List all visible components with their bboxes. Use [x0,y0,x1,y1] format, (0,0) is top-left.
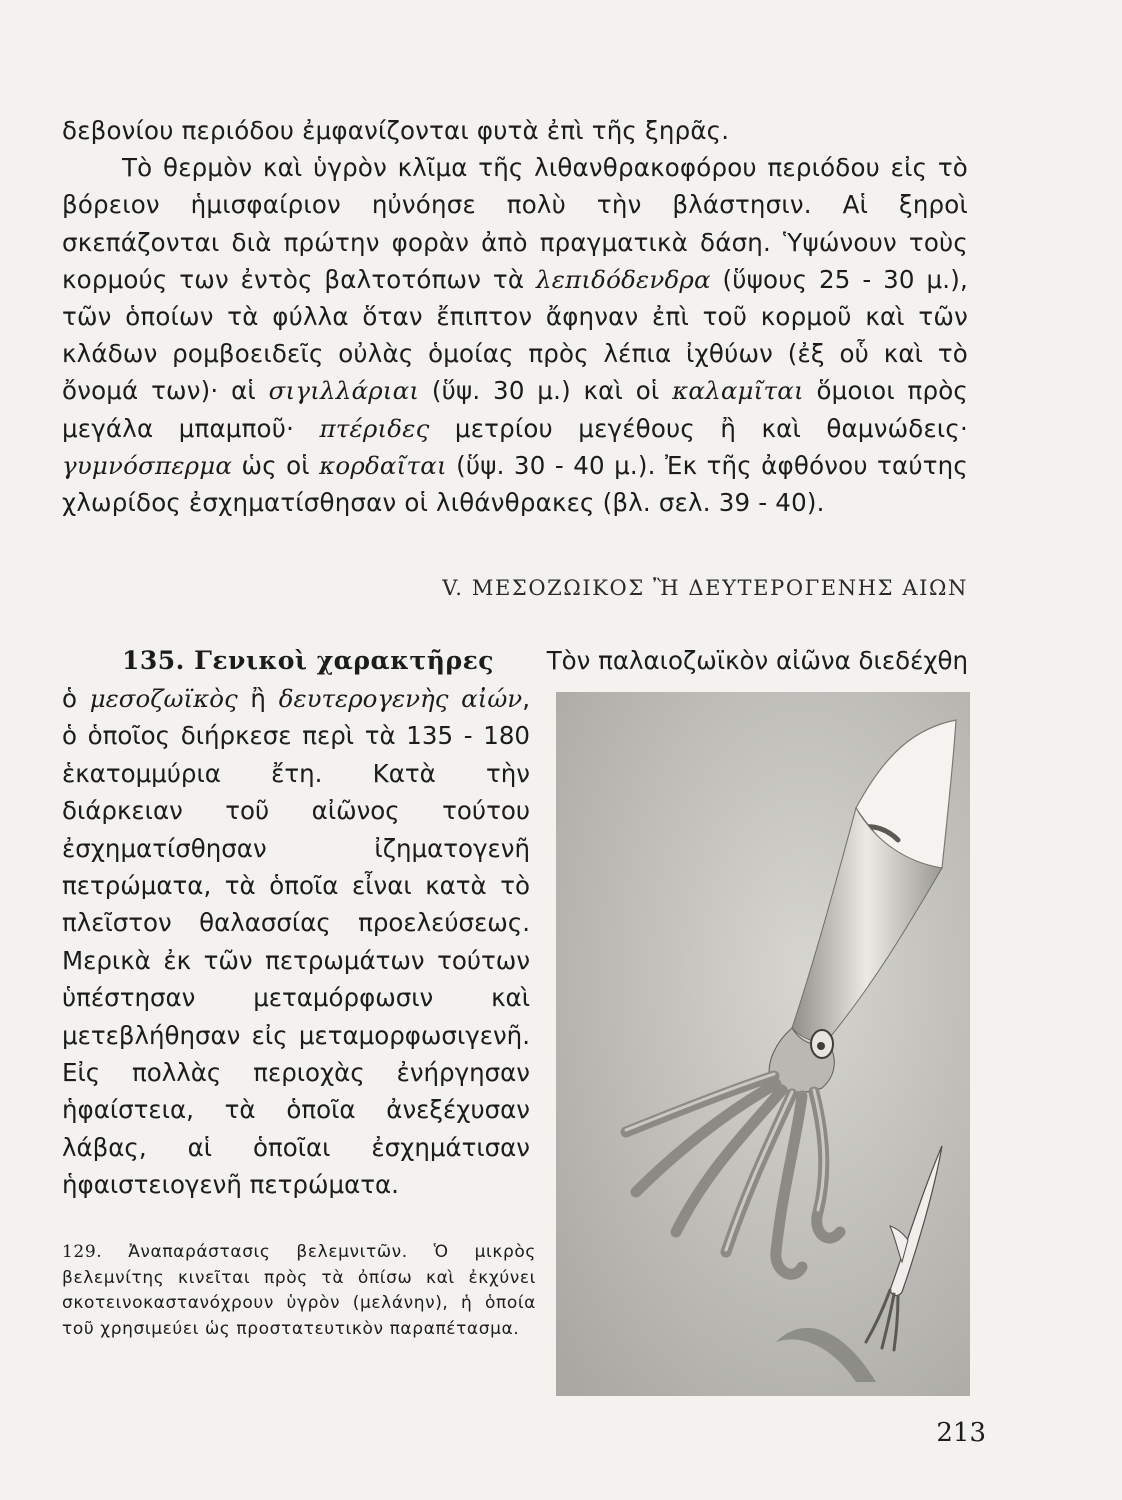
figure-number: 129. [62,1242,103,1262]
squid-pupil [817,1042,825,1050]
text-run: (ὕψους 25 - 30 μ.), τῶν ὁποίων τὰ φύλλα ὅταν ἔπιπτον ἄφηναν ἐπὶ τοῦ κορμοῦ καὶ τῶν κλάδων ρομβοειδεῖς οὐλὰς ὁμοίας πρὸς λέπια ἰχθύων (ἐξ οὗ καὶ τὸ ὄνομά των)· αἱ [62,264,968,406]
subsection-title: 135. Γενικοὶ χαρακτῆρες [122,646,495,675]
text-run: μετρίου μεγέθους ἢ καὶ θαμνώδεις· [429,413,968,443]
italic-term: κορδαῖται [319,450,447,480]
text-run: ὁ [62,684,90,713]
paragraph-continuation [62,112,968,149]
subsection-body [62,680,530,1204]
subsection-first-line-text: Τὸν παλαιοζωϊκὸν αἰῶνα διεδέχθη [546,646,968,675]
section-heading: V. ΜΕΣΟΖΩΙΚΟΣ Ἢ ΔΕΥΤΕΡΟΓΕΝΗΣ ΑΙΩΝ [442,576,968,600]
italic-term: δευτερογενὴς αἰών [278,684,523,713]
figure-caption [62,1240,536,1342]
page-number: 213 [936,1418,986,1448]
text-run: ὅμοιοι πρὸς μεγάλα μπαμποῦ· [62,376,968,443]
subsection-first-line [62,642,968,680]
text-run: , ὁ ὁποῖος διήρκεσε περὶ τὰ 135 - 180 ἑκατομμύρια ἔτη. Κατὰ τὴν διάρκειαν τοῦ αἰῶνος τούτου ἐσχηματίσθησαν ἰζηματογενῆ πετρώματα, τὰ ὁποῖα εἶναι κατὰ τὸ πλεῖστον θαλασσίας προελεύσεως. Μερικὰ ἐκ τῶν πετρωμάτων τούτων ὑπέστησαν μεταμόρφωσιν καὶ μετεβλήθησαν εἰς μεταμορφωσιγενῆ. Εἰς πολλὰς περιοχὰς ἐνήργησαν ἡφαίστεια, τὰ ὁποῖα ἀνεξέχυσαν λάβας, αἱ ὁποῖαι ἐσχημάτισαν ἡφαιστειογενῆ πετρώματα. [62,684,530,1200]
text-run: δεβονίου περιόδου ἐμφανίζονται φυτὰ ἐπὶ τῆς ξηρᾶς. [62,116,730,145]
top-text-block [62,112,968,521]
text-run: (ὕψ. 30 - 40 μ.). Ἐκ τῆς ἀφθόνου ταύτης χλωρίδος ἐσχηματίσθησαν οἱ λιθάνθρακες (βλ. σελ. 39 - 40). [62,450,968,518]
italic-term: λεπιδόδενδρα [536,264,711,294]
italic-term: καλαμῖται [672,376,804,406]
figure-caption-text: Ἀναπαράστασις βελεμνιτῶν. Ὁ μικρὸς βελεμνίτης κινεῖται πρὸς τὰ ὀπίσω καὶ ἐκχύνει σκοτεινοκαστανόχρουν ὑγρὸν (μελάνην), ἡ ὁποία τοῦ χρησιμεύει ὡς προστατευτικὸν παραπέτασμα. [62,1242,536,1339]
belemnite-illustration [556,692,970,1396]
text-run: Τὸ θερμὸν καὶ ὑγρὸν κλῖμα τῆς λιθανθρακοφόρου περιόδου εἰς τὸ βόρειον ἡμισφαίριον ηὐνόησε πολὺ τὴν βλάστησιν. Αἱ ξηροὶ σκεπάζονται διὰ πρώτην φορὰν ἀπὸ πραγματικὰ δάση. Ὑψώνουν τοὺς κορμούς των ἐντὸς βαλτοτόπων τὰ [62,153,968,294]
italic-term: πτέριδες [319,413,430,443]
italic-term: σιγιλλάριαι [268,376,420,406]
belemnite-drawing [556,692,970,1396]
paragraph-mesozoic [62,680,530,1204]
italic-term: γυμνόσπερμα [62,450,233,480]
text-run: ὡς οἱ [232,450,320,480]
text-run: ἢ [237,684,279,713]
text-run: (ὕψ. 30 μ.) καὶ οἱ [419,376,673,406]
italic-term: μεσοζωϊκὸς [89,684,238,713]
paragraph-carboniferous [62,149,968,521]
